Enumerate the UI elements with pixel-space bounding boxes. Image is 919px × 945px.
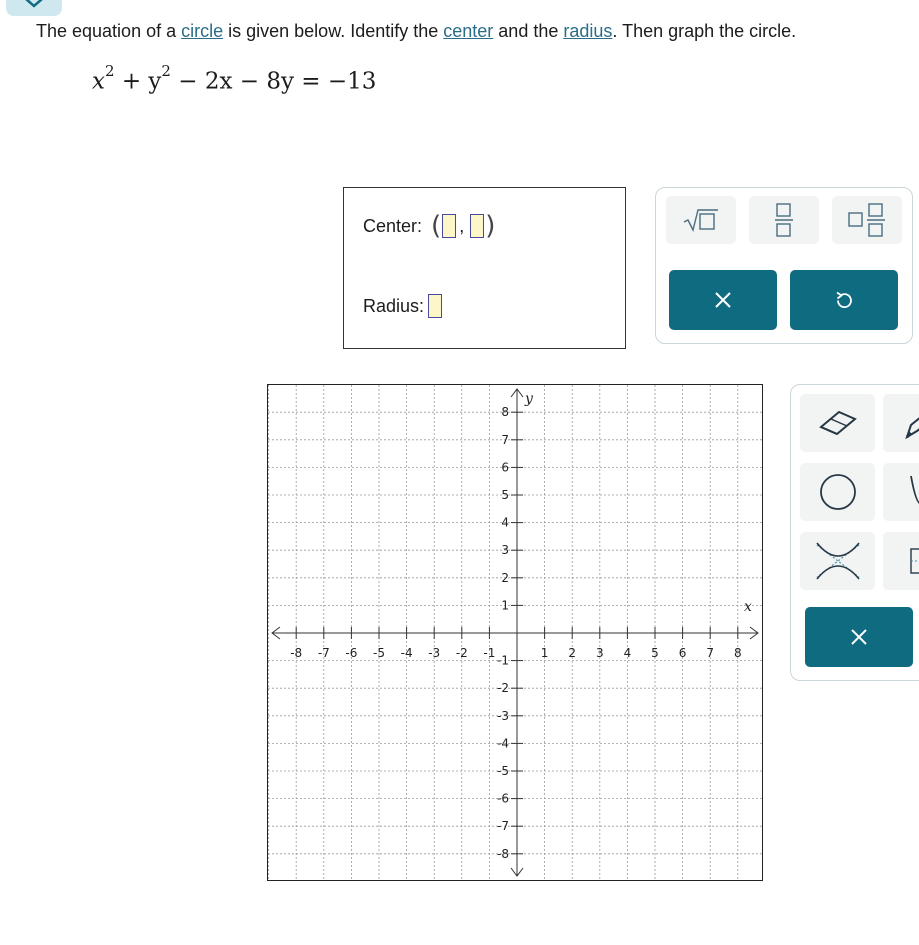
eraser-icon xyxy=(817,407,859,439)
y-tick-label: 4 xyxy=(501,515,509,530)
graph-area[interactable] xyxy=(267,384,763,881)
close-paren: ) xyxy=(485,211,496,241)
mixed-number-icon xyxy=(847,202,887,238)
center-y-input[interactable] xyxy=(470,214,484,238)
x-tick-label: -4 xyxy=(400,646,413,660)
answer-box xyxy=(343,187,626,349)
graph-tools xyxy=(790,384,919,681)
prompt-text: The equation of a xyxy=(36,21,182,41)
y-tick-label: 1 xyxy=(501,598,509,613)
clear-button[interactable] xyxy=(669,270,777,330)
x-tick-label: -7 xyxy=(317,646,330,660)
y-tick-label: 7 xyxy=(501,432,509,447)
collapse-tab[interactable] xyxy=(6,0,62,16)
prompt-text: and the xyxy=(493,21,564,41)
y-tick-label: -5 xyxy=(497,764,509,778)
close-icon xyxy=(714,291,732,309)
open-paren: ( xyxy=(431,211,442,241)
x-tick-label: -8 xyxy=(290,646,303,660)
x-tick-label: -3 xyxy=(428,646,441,660)
y-tick-label: -6 xyxy=(497,791,509,806)
equation-exponent: 2 xyxy=(104,62,115,80)
y-tick-label: -7 xyxy=(497,819,509,834)
fraction-button[interactable] xyxy=(749,196,819,244)
x-tick-label: 5 xyxy=(651,646,659,660)
y-tick-label: 5 xyxy=(501,488,509,502)
x-tick-label: -2 xyxy=(455,646,468,660)
x-tick-label: 3 xyxy=(595,646,604,660)
x-tick-label: 6 xyxy=(678,646,687,660)
y-tick-label: 8 xyxy=(501,405,509,420)
equation-part: + y xyxy=(114,68,162,95)
center-label: Center: xyxy=(363,215,423,236)
radius-input[interactable] xyxy=(428,294,442,318)
undo-icon xyxy=(834,290,854,310)
radius-link[interactable]: radius xyxy=(563,21,613,41)
x-tick-label: 8 xyxy=(733,646,742,660)
y-tick-label: 3 xyxy=(501,543,509,558)
radius-label: Radius: xyxy=(363,295,425,316)
y-tick-label: 2 xyxy=(501,570,509,585)
x-tick-label: -5 xyxy=(373,646,385,660)
x-tick-label: 4 xyxy=(623,646,632,660)
prompt-text: . Then graph the circle. xyxy=(612,21,797,41)
x-axis-label: x xyxy=(744,599,752,615)
comma: , xyxy=(459,215,465,236)
clear-graph-button[interactable] xyxy=(805,607,913,667)
sqrt-icon xyxy=(682,207,720,233)
center-row xyxy=(363,211,496,241)
pencil-icon xyxy=(901,405,919,441)
box-plot-tool[interactable] xyxy=(883,532,919,590)
mixed-number-button[interactable] xyxy=(832,196,902,244)
fraction-icon xyxy=(774,202,794,238)
close-icon xyxy=(850,628,868,646)
coordinate-plane[interactable] xyxy=(268,385,762,880)
question-prompt xyxy=(36,21,796,42)
x-tick-label: -6 xyxy=(345,646,358,660)
chevron-down-icon xyxy=(24,0,44,8)
math-keypad xyxy=(655,187,913,344)
radius-row xyxy=(363,294,442,318)
center-link[interactable]: center xyxy=(443,21,494,41)
circle-tool[interactable] xyxy=(800,463,875,521)
hyperbola-tool[interactable] xyxy=(800,532,875,590)
hyperbola-icon xyxy=(813,539,863,583)
equation-part: − 2x − 8y = −13 xyxy=(170,68,377,95)
pencil-tool[interactable] xyxy=(883,394,919,452)
x-tick-label: 7 xyxy=(706,646,715,660)
y-axis-label: y xyxy=(525,391,533,407)
y-tick-label: -2 xyxy=(497,681,509,696)
box-plot-icon xyxy=(903,543,919,579)
center-x-input[interactable] xyxy=(442,214,456,238)
circle-equation xyxy=(92,62,377,95)
y-tick-label: -1 xyxy=(497,653,509,668)
eraser-tool[interactable] xyxy=(800,394,875,452)
equation-var-x: x xyxy=(92,68,105,95)
equation-exponent: 2 xyxy=(161,62,171,80)
y-tick-label: -8 xyxy=(497,846,509,861)
x-tick-label: 1 xyxy=(540,646,549,660)
y-tick-label: 6 xyxy=(501,460,509,475)
undo-button[interactable] xyxy=(790,270,898,330)
x-tick-label: 2 xyxy=(568,646,577,660)
y-tick-label: -3 xyxy=(497,708,509,723)
circle-icon xyxy=(817,471,859,513)
y-tick-label: -4 xyxy=(497,736,509,751)
parabola-tool[interactable] xyxy=(883,463,919,521)
parabola-icon xyxy=(901,472,919,512)
prompt-text: is given below. Identify the xyxy=(223,21,444,41)
x-tick-label: -1 xyxy=(483,646,496,660)
circle-link[interactable]: circle xyxy=(181,21,224,41)
sqrt-button[interactable] xyxy=(666,196,736,244)
